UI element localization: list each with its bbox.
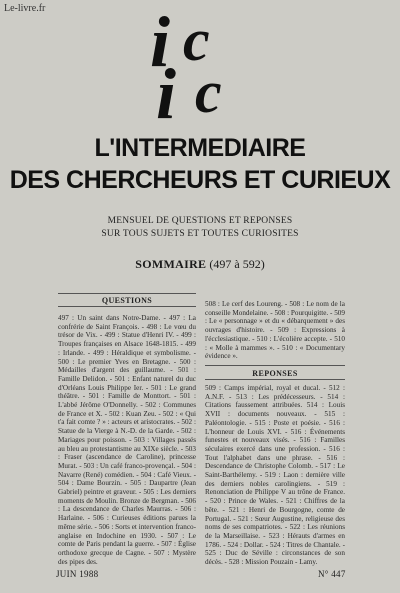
subtitle-line-2: SUR TOUS SUJETS ET TOUTES CURIOSITES xyxy=(101,229,299,239)
issue-number: N° 447 xyxy=(318,569,346,579)
logo-letter-i-top: i xyxy=(150,2,171,82)
questions-continued-text: 508 : Le cerf des Loureng. - 508 : Le nom de la conseille Mondelaine. - 508 : Pourquigitte. - 509 : Le « personnage » et du « débarquement » des ouvrages d'histoire. - 509 : Expressions à l'écclesiastique. - 510 : L'écolière accepte. - 510 : « Molle à mammes ». - 510 : « Documentary évidence ». xyxy=(205,300,345,361)
logo-letter-c-bottom: c xyxy=(195,59,222,125)
sommaire-label: SOMMAIRE xyxy=(135,257,207,271)
divider xyxy=(58,306,196,307)
issue-date: JUIN 1988 xyxy=(56,569,99,579)
title-line-2: DES CHERCHEURS ET CURIEUX xyxy=(9,166,391,194)
divider xyxy=(205,365,345,366)
divider xyxy=(205,379,345,380)
logo-letter-i-bottom: i xyxy=(156,54,177,134)
divider xyxy=(58,293,196,294)
watermark: Le-livre.fr xyxy=(4,3,46,14)
questions-text: 497 : Un saint dans Notre-Dame. - 497 : La confrérie de Saint François. - 498 : Le vœu du trésor de Vix. - 499 : Statue d'Henri IV. - 499 : Troupes françaises en Alsace 1648-1815. - 499 : Irlande. - 499 : Héraldique et symbolisme. - 500 : Le premier Yves en Bretagne. - 500 : Médailles d'argent des guillaume. - 501 : Famille Delidon. - 501 : Enfant naturel du duc d'Orléans Louis Philippe Ier. - 501 : Le grand théâtre. - 501 : Famille de Monttort. - 501 : L'abbé Jérôme O'Donnelly. - 502 : Communes de France et X. - 502 : Kuan Zeu. - 502 : « Qui t'a fait comte ? » : acteurs et aristocrates. - 502 : Statue de la Vierge à N.-D. de la Garde. - 502 : Mariages pour poisson. - 503 : Villages passés au bleu au protestantisme au XIXe siècle. - 503 : Fraser (ascendance de Caroline), princesse Murat. - 503 : Un café franco-provençal. - 504 : Navarre (René) comédien. - 504 : Café Vieux. - 504 : Dame Bourzin. - 505 : Daupartre (Jean Gabriel) peintre et graveur. - 505 : Les derniers moments de Moulin. Bronze de Bergman. - 506 : La descendance de Charles Maurras. - 506 : Harlaine. - 506 : Curieuses éditions parues la même série. - 506 : Sorts et intervention franco-anglaise en Indochine en 1930. - 507 : Le comte de Paris pendant la guerre. - 507 : Église orthodoxe grecque de Cagne. - 507 : Mystère des pipes des. xyxy=(58,314,196,566)
logo-letter-c-top: c xyxy=(183,7,210,73)
reponses-text: 509 : Camps impérial, royal et ducal. - 512 : A.N.F. - 513 : Les prédécesseurs. - 514 : Citations faussement attribuées. 514 : Louis XVII : documents nouveaux. - 515 : Paléontologie. - 515 : Poste et poésie. - 516 : L'honneur de Louis XVI. - 516 : Événements funestes et nouveaux visés. - 516 : Familles séculaires exercé dans une profession. - 516 : Tout l'alphabet dans une phrase. - 516 : Descendance de Christophe Colomb. - 517 : Le Saint-Barthélemy. - 519 : Laon : dernière ville des derniers nobles carolingiens. - 519 : Renonciation de Philippe V au trône de France. - 520 : Prince de Wales. - 521 : Chiffres de la bête. - 521 : Henri de Bourgogne, comte de Portugal. - 521 : Sœur Augustine, religieuse des noms de ses compatriotes. - 522 : Les réunions de la Marseillaise. - 523 : Hérauts d'armes en 1786. - 524 : Dollar. - 524 : Titres de Chantale. - 525 : Duc de Séville : circonstances de son décès. - 528 : Mission Pouzain - Lamy. xyxy=(205,384,345,567)
sommaire xyxy=(0,257,400,272)
title-line-1: L'INTERMEDIAIRE xyxy=(94,134,306,162)
icc-logo xyxy=(0,0,400,140)
subtitle-line-1: MENSUEL DE QUESTIONS ET REPONSES xyxy=(107,216,293,226)
sommaire-pages: (497 à 592) xyxy=(209,257,265,271)
questions-heading: QUESTIONS xyxy=(101,296,153,305)
reponses-heading: REPONSES xyxy=(252,369,298,378)
